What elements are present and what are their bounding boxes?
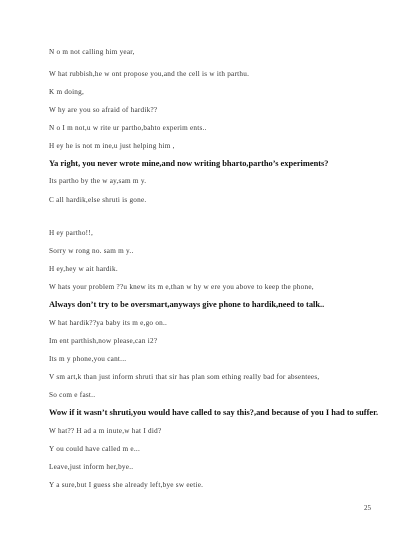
text-line: Sorry w rong no. sam m y..	[49, 247, 134, 255]
text-line: W hy are you so afraid of hardik??	[49, 106, 158, 114]
text-line: V sm art,k than just inform shruti that sir has plan som ething really bad for absentees,	[49, 373, 320, 381]
text-line: C all hardik,else shruti is gone.	[49, 196, 147, 204]
text-line: K m doing,	[49, 88, 85, 96]
text-line: N o I m not,u w rite ur partho,bahto experim ents..	[49, 124, 207, 132]
text-line: Y ou could have called m e...	[49, 445, 141, 453]
text-line: Y a sure,but I guess she already left,bye sw eetie.	[49, 481, 204, 489]
text-line: H ey partho!!,	[49, 229, 94, 237]
page-number: 25	[364, 504, 371, 512]
text-line: So com e fast..	[49, 391, 96, 399]
text-line: H ey he is not m ine,u just helping him ,	[49, 142, 175, 150]
text-line: W hats your problem ??u knew its m e,than w hy w ere you above to keep the phone,	[49, 283, 314, 291]
text-line-bold: Wow if it wasn’t shruti,you would have called to say this?,and because of you I had to suffer.	[49, 408, 379, 417]
text-line: Its m y phone,you cant...	[49, 355, 127, 363]
text-line: Im ent parthish,now please,can i2?	[49, 337, 158, 345]
text-line: Its partho by the w ay,sam m y.	[49, 177, 147, 185]
text-line: W hat hardik??ya baby its m e,go on..	[49, 319, 168, 327]
text-line: H ey,hey w ait hardik.	[49, 265, 118, 273]
text-line: W hat rubbish,he w ont propose you,and the cell is w ith parthu.	[49, 70, 250, 78]
text-line: N o m not calling him year,	[49, 48, 135, 56]
text-line-bold: Ya right, you never wrote mine,and now writing bharto,partho’s experiments?	[49, 159, 329, 168]
text-line: Leave,just inform her,bye..	[49, 463, 134, 471]
text-line: W hat?? H ad a m inute,w hat I did?	[49, 427, 162, 435]
text-line-bold: Always don’t try to be oversmart,anyways give phone to hardik,need to talk..	[49, 300, 325, 309]
